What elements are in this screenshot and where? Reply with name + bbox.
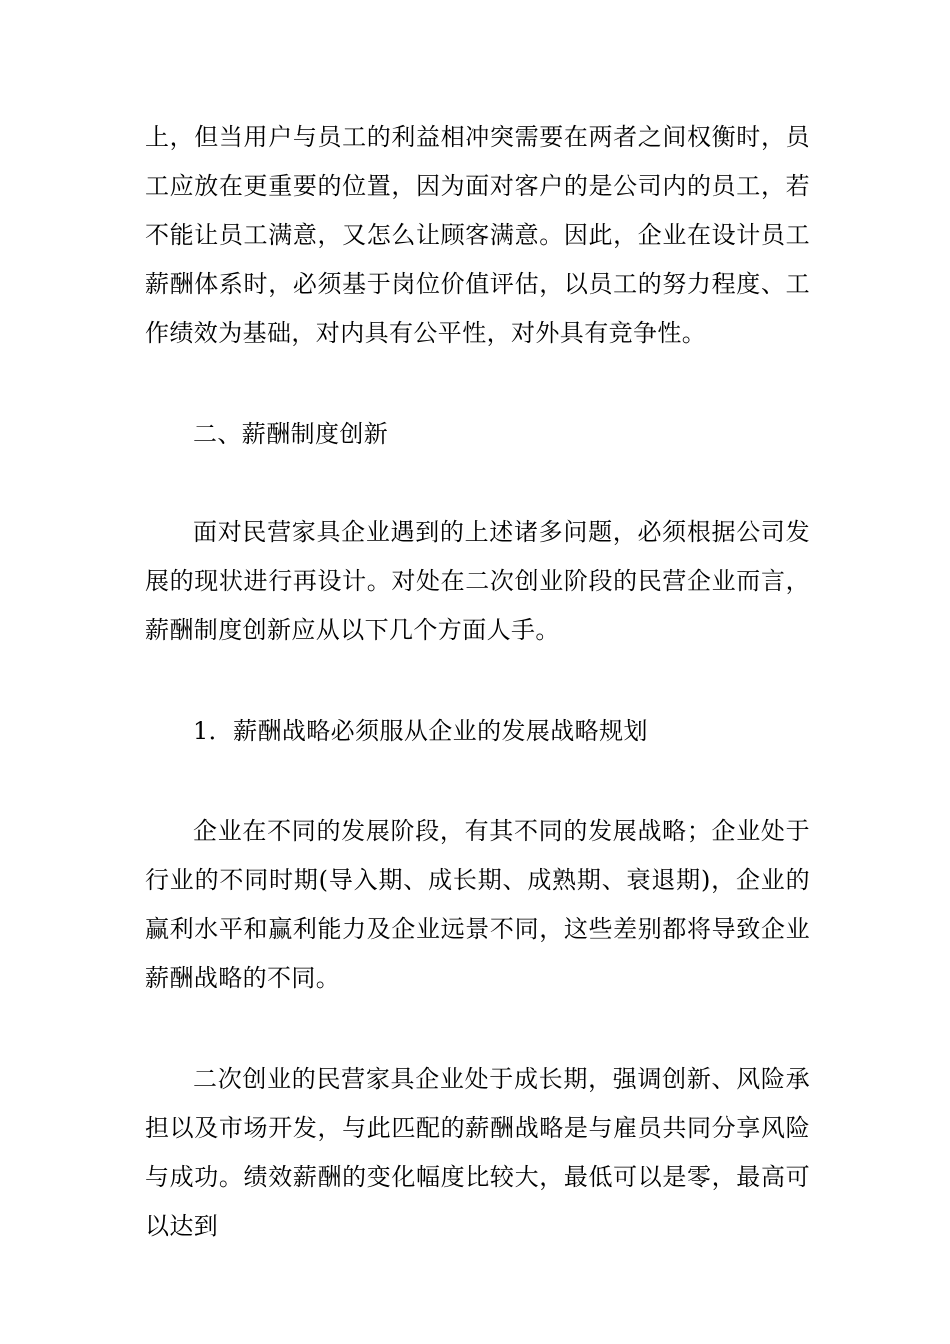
paragraph-redesign-intro: 面对民营家具企业遇到的上述诸多问题，必须根据公司发展的现状进行再设计。对处在二次创业阶段的民营企业而言，薪酬制度创新应从以下几个方面人手。 [145,518,810,644]
paragraph-growth-stage-strategy: 二次创业的民营家具企业处于成长期，强调创新、风险承担以及市场开发，与此匹配的薪酬战略是与雇员共同分享风险与成功。绩效薪酬的变化幅度比较大，最低可以是零，最高可以达到 [145,1065,810,1240]
paragraph-continuation: 上，但当用户与员工的利益相冲突需要在两者之间权衡时，员工应放在更重要的位置，因为面对客户的是公司内的员工，若不能让员工满意，又怎么让顾客满意。因此，企业在设计员工薪酬体系时，必须基于岗位价值评估，以员工的努力程度、工作绩效为基础，对内具有公平性，对外具有竞争性。 [145,123,810,347]
subsection-heading-salary-strategy: 1．薪酬战略必须服从企业的发展战略规划 [193,717,648,745]
section-heading-salary-system-innovation: 二、薪酬制度创新 [193,420,389,448]
paragraph-development-stages: 企业在不同的发展阶段，有其不同的发展战略；企业处于行业的不同时期(导入期、成长期、成熟期、衰退期)，企业的赢利水平和赢利能力及企业远景不同，这些差别都将导致企业薪酬战略的不同。 [145,817,810,992]
